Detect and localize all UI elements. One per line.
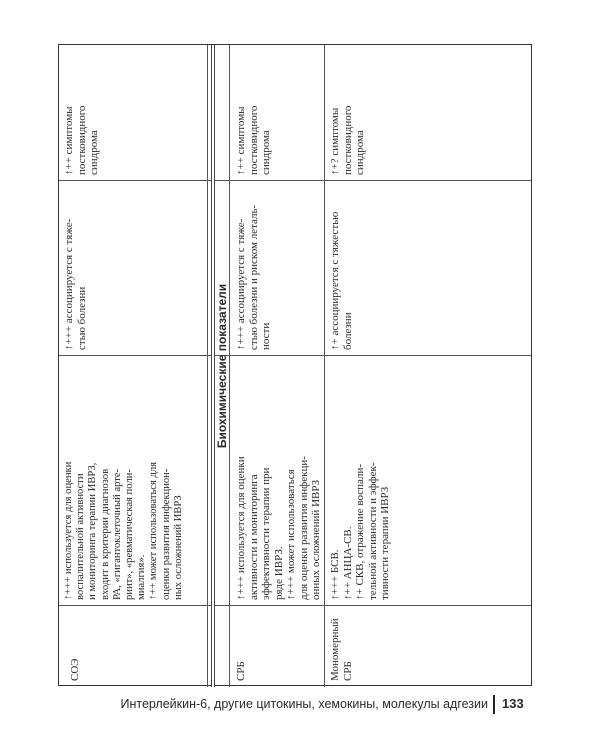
- row-divider: [324, 45, 325, 687]
- row2-postcovid: ↑++ симптомы постковидного синдрома: [235, 105, 272, 175]
- row3-parameter: Мономерный СРБ: [329, 618, 354, 681]
- row3-clinical-use: ↑+++ БСВ. ↑++ АНЦА-СВ. ↑+ СКВ, отражение воспали- тельной активности и эффек- тивности терапии ИВРЗ: [329, 462, 391, 600]
- row1-postcovid: ↑++ симптомы постковидного синдрома: [63, 105, 100, 175]
- row3-covid-severity: ↑+ ассоциируется с тяжестью болезни: [329, 211, 354, 350]
- page-number: 133: [502, 696, 524, 711]
- row-divider: [207, 45, 208, 687]
- row2-covid-severity: ↑+++ ассоциируется с тяже- стью болезни и риском леталь- ности: [235, 204, 272, 350]
- column-divider: [59, 180, 531, 181]
- row1-clinical-use: ↑+++ используется для оценки воспалительной активности и мониторинга терапии ИВРЗ, входит в критерии диагнозов РА, «гигантоклеточный арте- риит», «ревматическая поли- миалгия». ↑++ может использоваться для оценки развития инфекцион- ных осложнений ИВРЗ: [63, 461, 184, 600]
- row3-postcovid: ↑+? симптомы постковидного синдрома: [329, 105, 366, 175]
- row-divider: [229, 45, 230, 687]
- running-title: Интерлейкин-6, другие цитокины, хемокины, молекулы адгезии: [120, 697, 488, 711]
- rotated-table: [58, 44, 532, 686]
- row2-parameter: СРБ: [235, 661, 247, 681]
- row2-clinical-use: ↑+++ используется для оценки активности и мониторинга эффективности терапии при ряде ИВРЗ. ↑+++ может использоваться для оценки развития инфекци- онных осложнений ИВРЗ: [235, 456, 322, 600]
- footer-divider: [493, 695, 495, 714]
- page-footer: [0, 694, 600, 716]
- row1-covid-severity: ↑+++ ассоциируется с тяже- стью болезни: [63, 218, 88, 350]
- section-band-label: Биохимические показатели: [215, 283, 229, 449]
- column-divider: [59, 355, 531, 356]
- row1-parameter: СОЭ: [69, 658, 81, 681]
- column-divider: [59, 605, 531, 606]
